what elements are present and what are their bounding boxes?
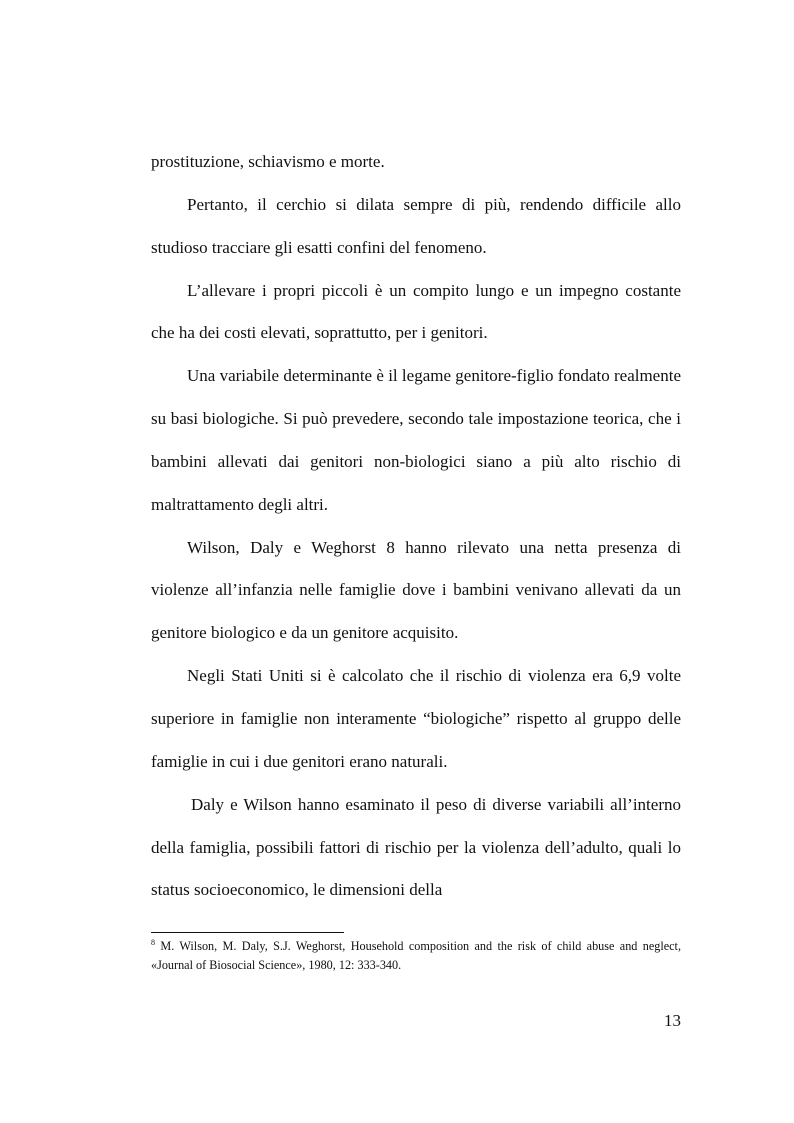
citation-authors: Wilson, Daly e Weghorst — [187, 537, 376, 557]
paragraph: Negli Stati Uniti si è calcolato che il rischio di violenza era 6,9 volte superiore in famiglie non interamente “biologiche” rispetto al gruppo delle famiglie in cui i due genitori erano naturali. — [151, 666, 681, 771]
paragraph-with-citation — [151, 527, 681, 656]
paragraph: L’allevare i propri piccoli è un compito lungo e un impegno costante che ha dei costi elevati, soprattutto, per i genitori. — [151, 280, 681, 343]
footnote-separator — [151, 932, 344, 933]
footnote — [151, 937, 681, 975]
paragraph-text: hanno rilevato una netta presenza di violenze all’infanzia nelle famiglie dove i bambini venivano allevati da un genitore biologico e da un genitore acquisito. — [151, 537, 681, 643]
footnote-text: M. Wilson, M. Daly, S.J. Weghorst, Household composition and the risk of child abuse and neglect, «Journal of Biosocial Science», 1980, 12: 333-340. — [151, 939, 681, 972]
paragraph: Pertanto, il cerchio si dilata sempre di più, rendendo difficile allo studioso tracciare gli esatti confini del fenomeno. — [151, 194, 681, 257]
footnote-reference[interactable]: 8 — [386, 537, 395, 557]
paragraph: Daly e Wilson hanno esaminato il peso di diverse variabili all’interno della famiglia, possibili fattori di rischio per la violenza dell’adulto, quali lo status socioeconomico, le dimensioni della — [151, 794, 681, 900]
paragraph: Una variabile determinante è il legame genitore-figlio fondato realmente su basi biologiche. Si può prevedere, secondo tale impostazione teorica, che i bambini allevati dai genitori non-biologici siano a più alto rischio di maltrattamento degli altri. — [151, 366, 681, 514]
page-number: 13 — [664, 1011, 681, 1030]
paragraph: prostituzione, schiavismo e morte. — [151, 152, 385, 171]
footnote-number: 8 — [151, 937, 155, 947]
body-text — [151, 141, 681, 912]
